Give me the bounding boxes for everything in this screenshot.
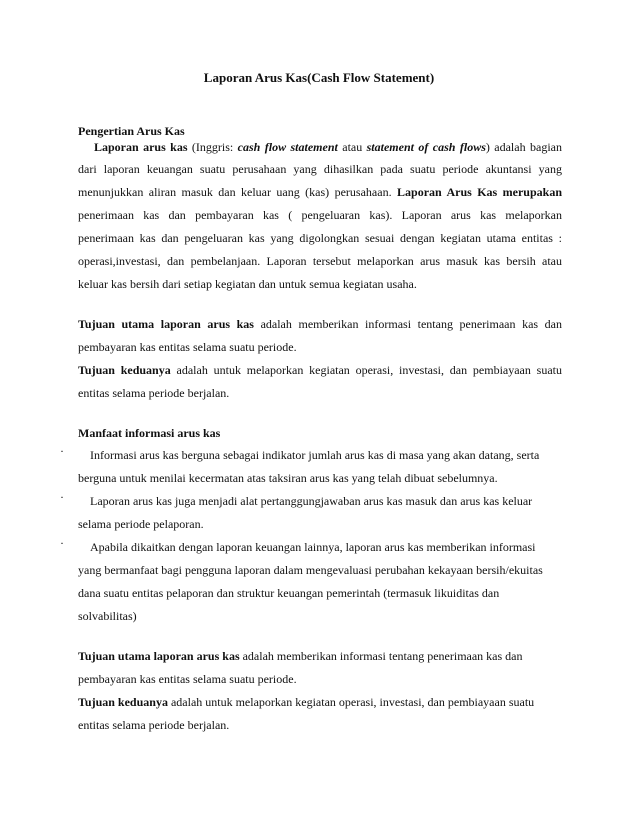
text-run: adalah untuk melaporkan kegiatan operasi, investasi, dan pembiayaan suatu xyxy=(167,695,535,709)
paragraph-line: penerimaan kas dan pengeluaran kas yang digolongkan sesuai dengan kegiatan utama entitas : xyxy=(78,231,562,245)
paragraph-line: penerimaan kas dan pembayaran kas ( pengeluaran kas). Laporan arus kas melaporkan xyxy=(78,208,562,222)
bullet-mark: · xyxy=(60,444,64,458)
bullet-mark: · xyxy=(60,536,64,550)
bullet-text: solvabilitas) xyxy=(78,609,137,623)
paragraph-line: keluar kas bersih dari setiap kegiatan dan untuk semua kegiatan usaha. xyxy=(78,277,417,291)
paragraph-line xyxy=(78,185,562,200)
bullet-text: Laporan arus kas juga menjadi alat pertanggungjawaban arus kas masuk dan arus kas keluar xyxy=(90,494,533,508)
bold-term: Tujuan utama laporan arus kas xyxy=(78,317,254,331)
paragraph-line: dari laporan keuangan suatu perusahaan yang dihasilkan pada suatu periode akuntansi yang xyxy=(78,162,562,176)
italic-term: cash flow statement xyxy=(237,140,338,154)
paragraph-line xyxy=(78,317,562,332)
section-heading-manfaat: Manfaat informasi arus kas xyxy=(78,426,221,440)
text-run: adalah memberikan informasi tentang penerimaan kas dan xyxy=(239,649,523,663)
bold-term: Tujuan utama laporan arus kas xyxy=(78,649,240,663)
paragraph-line: entitas selama periode berjalan. xyxy=(78,386,230,400)
text-run: menunjukkan aliran masuk dan keluar uang (kas) perusahaan. xyxy=(78,185,398,199)
bold-term: Laporan Arus Kas merupakan xyxy=(397,185,563,199)
section-heading-pengertian: Pengertian Arus Kas xyxy=(78,124,185,138)
text-run: (Inggris: xyxy=(187,140,238,154)
paragraph-line xyxy=(94,140,562,155)
bullet-text: berguna untuk menilai kecermatan atas taksiran arus kas yang telah dibuat sebelumnya. xyxy=(78,471,498,485)
paragraph-line xyxy=(78,649,562,664)
document-title: Laporan Arus Kas(Cash Flow Statement) xyxy=(203,70,435,85)
text-run: ) adalah bagian xyxy=(485,140,562,154)
paragraph-line: entitas selama periode berjalan. xyxy=(78,718,230,732)
paragraph-line xyxy=(78,695,562,710)
italic-term: statement of cash flows xyxy=(366,140,486,154)
text-run: adalah untuk melaporkan kegiatan operasi, investasi, dan pembiayaan suatu xyxy=(170,363,562,377)
text-run: adalah memberikan informasi tentang penerimaan kas dan xyxy=(253,317,563,331)
bullet-text: dana suatu entitas pelaporan dan struktur keuangan pemerintah (termasuk likuiditas dan xyxy=(78,586,500,600)
bold-term: Tujuan keduanya xyxy=(78,363,171,377)
bullet-text: Informasi arus kas berguna sebagai indikator jumlah arus kas di masa yang akan datang, serta xyxy=(90,448,540,462)
paragraph-line xyxy=(78,363,562,378)
bullet-text: yang bermanfaat bagi pengguna laporan dalam mengevaluasi perubahan kekayaan bersih/ekuitas xyxy=(78,563,543,577)
bullet-text: Apabila dikaitkan dengan laporan keuangan lainnya, laporan arus kas memberikan informasi xyxy=(90,540,536,554)
bold-term: Tujuan keduanya xyxy=(78,695,168,709)
paragraph-line: pembayaran kas entitas selama suatu periode. xyxy=(78,340,297,354)
text-run: atau xyxy=(337,140,367,154)
paragraph-line: operasi,investasi, dan pembelanjaan. Laporan tersebut melaporkan arus masuk kas bersih atau xyxy=(78,254,562,268)
bullet-text: selama periode pelaporan. xyxy=(78,517,204,531)
bold-term: Laporan arus kas xyxy=(94,140,188,154)
bullet-mark: · xyxy=(60,490,64,504)
paragraph-line: pembayaran kas entitas selama suatu periode. xyxy=(78,672,297,686)
